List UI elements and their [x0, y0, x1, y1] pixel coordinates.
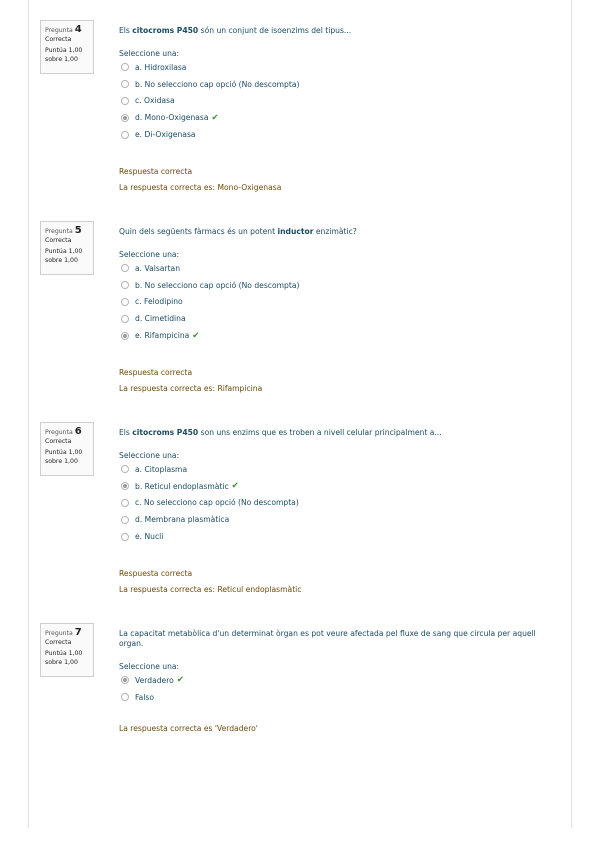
- select-prompt: Seleccione una:: [119, 250, 180, 259]
- answer-option-label: c. No selecciono cap opció (No descompta): [135, 498, 299, 508]
- answer-option-label: a. Hidroxilasa: [135, 62, 187, 72]
- radio-unchecked-icon[interactable]: [121, 465, 129, 473]
- question-info-box: [40, 422, 94, 476]
- answer-option-label: d. Membrana plasmàtica: [135, 515, 230, 525]
- question-grade: Puntúa 1,00: [45, 449, 83, 456]
- page-frame-left: [28, 0, 29, 828]
- checkmark-icon: ✔: [231, 481, 239, 492]
- radio-unchecked-icon[interactable]: [121, 516, 129, 524]
- answer-option[interactable]: [119, 294, 559, 311]
- answer-option[interactable]: [119, 277, 559, 294]
- question-info-box: [40, 20, 94, 74]
- question-text: Els citocroms P450 són un conjunt de isoenzims del tipus...: [119, 26, 352, 35]
- question-state: Correcta: [45, 639, 72, 646]
- select-prompt: Seleccione una:: [119, 662, 180, 671]
- question-content: [119, 422, 559, 595]
- answer-option-label: c. Felodipino: [135, 297, 183, 307]
- radio-unchecked-icon[interactable]: [121, 264, 129, 272]
- radio-unchecked-icon[interactable]: [121, 533, 129, 541]
- question-number: 4: [74, 24, 82, 35]
- answer-option-label: a. Valsartan: [135, 263, 181, 273]
- answer-options: [119, 672, 559, 706]
- question-state: Correcta: [45, 237, 72, 244]
- answer-option[interactable]: [119, 59, 559, 76]
- question-info-box: [40, 623, 94, 677]
- answer-option-label: e. Di-Oxigenasa: [135, 130, 196, 140]
- checkmark-icon: ✔: [192, 330, 200, 341]
- question-content: [119, 623, 559, 734]
- question-content: [119, 221, 559, 394]
- question-grade: Puntúa 1,00: [45, 650, 83, 657]
- answer-option-label: Falso: [135, 692, 155, 702]
- answer-option-label: d. Mono-Oxigenasa: [135, 113, 209, 123]
- answer-option[interactable]: [119, 76, 559, 93]
- question-state: Correcta: [45, 36, 72, 43]
- question-content: [119, 20, 559, 193]
- answer-option[interactable]: [119, 109, 559, 126]
- page-frame-right: [571, 0, 572, 828]
- answer-option[interactable]: [119, 461, 559, 478]
- answer-option-label: b. Reticul endoplasmàtic: [135, 481, 229, 491]
- radio-unchecked-icon[interactable]: [121, 693, 129, 701]
- correct-answer-text: La respuesta correcta es 'Verdadero': [119, 723, 258, 733]
- answer-option-label: Verdadero: [135, 675, 174, 685]
- question-grade-max: sobre 1,00: [45, 457, 78, 465]
- question-grade-max: sobre 1,00: [45, 658, 78, 666]
- answer-option[interactable]: [119, 528, 559, 545]
- radio-checked-icon[interactable]: [121, 114, 129, 122]
- correct-answer-text: La respuesta correcta es: Rifampicina: [119, 383, 263, 393]
- radio-unchecked-icon[interactable]: [121, 281, 129, 289]
- question-info-box: [40, 221, 94, 275]
- radio-checked-icon[interactable]: [121, 332, 129, 340]
- answer-option[interactable]: [119, 260, 559, 277]
- question-grade: Puntúa 1,00: [45, 248, 83, 255]
- question-label: Pregunta: [45, 27, 73, 34]
- question-grade: Puntúa 1,00: [45, 47, 83, 54]
- answer-option[interactable]: [119, 327, 559, 344]
- checkmark-icon: ✔: [176, 675, 184, 686]
- radio-unchecked-icon[interactable]: [121, 80, 129, 88]
- question-text: Quin dels següents fàrmacs és un potent inductor enzimàtic?: [119, 227, 357, 236]
- radio-unchecked-icon[interactable]: [121, 131, 129, 139]
- question-state: Correcta: [45, 438, 72, 445]
- answer-option[interactable]: [119, 310, 559, 327]
- checkmark-icon: ✔: [211, 112, 219, 123]
- answer-option[interactable]: [119, 126, 559, 143]
- radio-unchecked-icon[interactable]: [121, 499, 129, 507]
- answer-option[interactable]: [119, 689, 559, 706]
- answer-options: [119, 461, 559, 545]
- answer-option-label: c. Oxidasa: [135, 96, 175, 106]
- answer-options: [119, 59, 559, 143]
- answer-option[interactable]: [119, 478, 559, 495]
- select-prompt: Seleccione una:: [119, 451, 180, 460]
- answer-option-label: e. Nucli: [135, 532, 164, 542]
- question-label: Pregunta: [45, 228, 73, 235]
- answer-option[interactable]: [119, 511, 559, 528]
- answer-option-label: b. No selecciono cap opció (No descompta): [135, 79, 300, 89]
- answer-options: [119, 260, 559, 344]
- question-label: Pregunta: [45, 630, 73, 637]
- radio-unchecked-icon[interactable]: [121, 97, 129, 105]
- question-grade-max: sobre 1,00: [45, 256, 78, 264]
- answer-option[interactable]: [119, 93, 559, 110]
- radio-unchecked-icon[interactable]: [121, 315, 129, 323]
- answer-option-label: d. Cimetidina: [135, 314, 186, 324]
- question-label: Pregunta: [45, 429, 73, 436]
- feedback-text: Respuesta correcta: [119, 166, 193, 176]
- radio-unchecked-icon[interactable]: [121, 298, 129, 306]
- answer-option-label: e. Rifampicina: [135, 331, 190, 341]
- correct-answer-text: La respuesta correcta es: Reticul endoplasmàtic: [119, 584, 302, 594]
- radio-checked-icon[interactable]: [121, 482, 129, 490]
- question-text: Els citocroms P450 son uns enzims que es troben a nivell celular principalment a...: [119, 428, 442, 437]
- feedback-text: Respuesta correcta: [119, 568, 193, 578]
- answer-option-label: a. Citoplasma: [135, 464, 188, 474]
- answer-option[interactable]: [119, 672, 559, 689]
- question-number: 5: [74, 225, 82, 236]
- question-grade-max: sobre 1,00: [45, 55, 78, 63]
- select-prompt: Seleccione una:: [119, 49, 180, 58]
- radio-unchecked-icon[interactable]: [121, 63, 129, 71]
- feedback-text: Respuesta correcta: [119, 367, 193, 377]
- radio-checked-icon[interactable]: [121, 676, 129, 684]
- question-number: 7: [74, 627, 82, 638]
- correct-answer-text: La respuesta correcta es: Mono-Oxigenasa: [119, 182, 282, 192]
- answer-option-label: b. No selecciono cap opció (No descompta): [135, 280, 300, 290]
- question-number: 6: [74, 426, 82, 437]
- answer-option[interactable]: [119, 495, 559, 512]
- question-text: La capacitat metabòlica d'un determinat òrgan es pot veure afectada pel fluxe de sang que circula per aquell organ.: [119, 629, 536, 648]
